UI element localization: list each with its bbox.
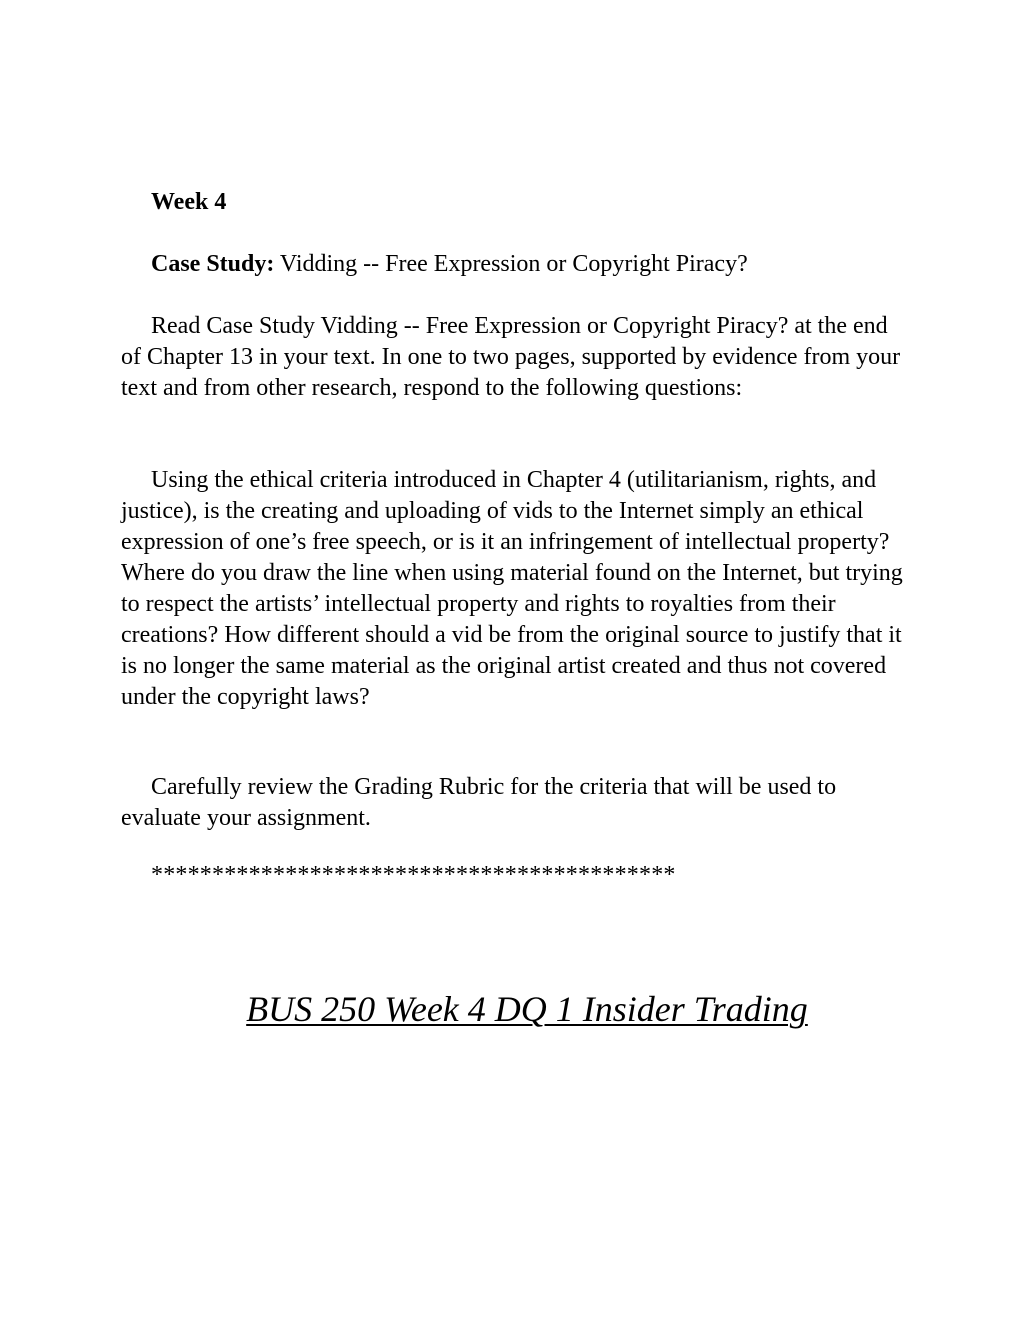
case-study-label: Case Study:	[151, 251, 275, 277]
week-heading: Week 4	[151, 189, 227, 215]
grading-rubric-paragraph: Carefully review the Grading Rubric for the criteria that will be used to evaluate your assignment.	[121, 774, 837, 831]
next-assignment-title-link[interactable]: BUS 250 Week 4 DQ 1 Insider Trading	[246, 989, 808, 1029]
discussion-question-paragraph: Using the ethical criteria introduced in Chapter 4 (utilitarianism, rights, and justice), is the creating and uploading of vids to the Internet simply an ethical expression of one’s free speech, or is it an infringement of intellectual property? Where do you draw the line when using material found on the Internet, but trying to respect the artists’ intellectual property and rights to royalties from their creations? How different should a vid be from the original source to justify that it is no longer the same material as the original artist created and thus not covered under the copyright laws?	[121, 467, 903, 710]
case-study-title: Vidding -- Free Expression or Copyright Piracy?	[274, 251, 748, 277]
separator-line: *******************************************	[151, 862, 676, 888]
instructions-paragraph: Read Case Study Vidding -- Free Expression or Copyright Piracy? at the end of Chapter 13 in your text. In one to two pages, supported by evidence from your text and from other research, respond to the following questions:	[121, 313, 901, 401]
case-study-line	[121, 249, 911, 280]
